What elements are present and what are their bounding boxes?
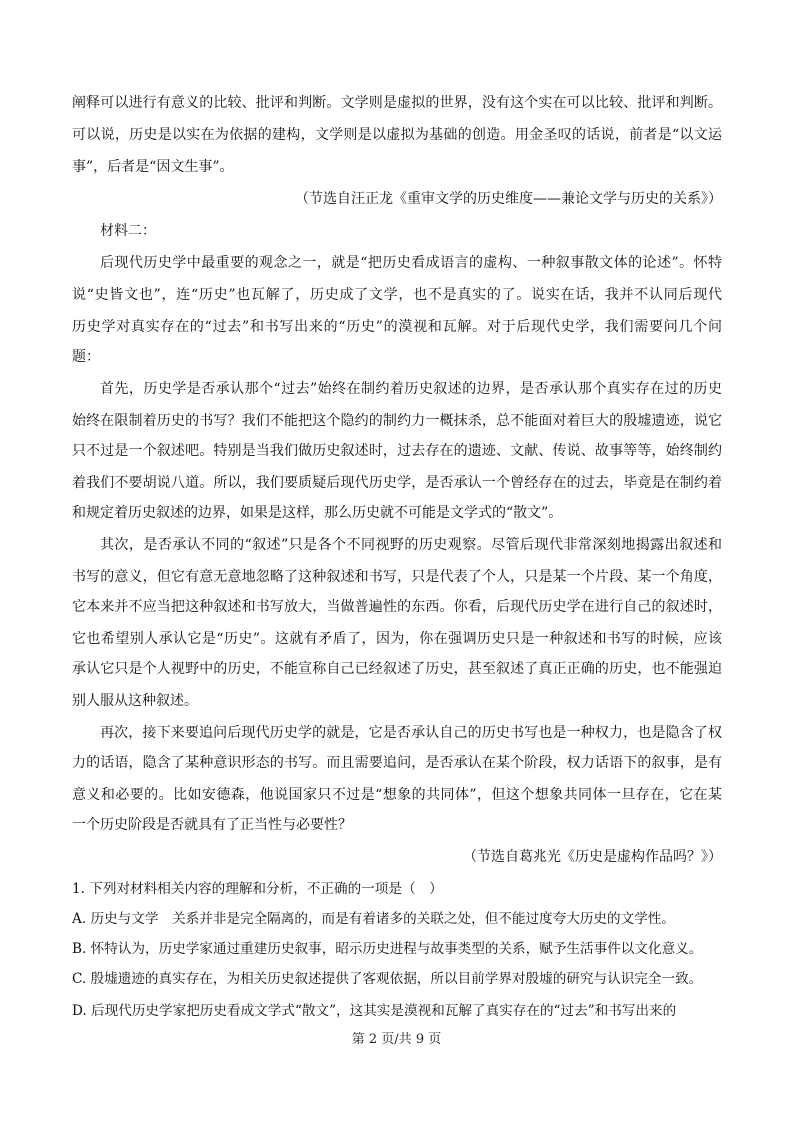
text-line: 它也希望别人承认它是“历史”。这就有矛盾了，因为，你在强调历史只是一种叙述和书写的时候，应该 (72, 631, 722, 647)
option-a: A. 历史与文学 关系并非是完全隔离的，而是有着诸多的关联之处，但不能过度夸大历史的文学性。 (72, 911, 675, 927)
text-line: 着我们不要胡说八道。所以，我们要质疑后现代历史学，是否承认一个曾经存在的过去，毕竟是在制约着 (72, 475, 722, 491)
text-line: 首先，历史学是否承认那个“过去”始终在制约着历史叙述的边界，是否承认那个真实存在过的历史 (100, 381, 722, 397)
text-line: 别人服从这种叙述。 (72, 693, 198, 709)
text-line: 可以说，历史是以实在为依据的建构，文学则是以虚拟为基础的创造。用金圣叹的话说，前者是“以文运 (72, 127, 722, 143)
text-line: 后现代历史学中最重要的观念之一，就是“把历史看成语言的虚构、一种叙事散文体的论述”。怀特 (100, 255, 722, 271)
text-line: 只不过是一个叙述吧。特别是当我们做历史叙述时，过去存在的遗迹、文献、传说、故事等等，始终制约 (72, 443, 722, 459)
option-c: C. 殷墟遗迹的真实存在，为相关历史叙述提供了客观依据，所以目前学界对殷墟的研究与认识完全一致。 (72, 971, 703, 987)
text-line: 力的话语，隐含了某种意识形态的书写。而且需要追问，是否承认在某个阶段，权力话语下的叙事，是有 (72, 755, 722, 771)
text-line: 说“史皆文也”，连“历史”也瓦解了，历史成了文学，也不是真实的了。说实在话，我并不认同后现代 (72, 287, 722, 303)
option-d: D. 后现代历史学家把历史看成文学式“散文”，这其实是漠视和瓦解了真实存在的“过去”和书写出来的 (72, 1003, 677, 1019)
text-line: 承认它只是个人视野中的历史，不能宣称自己已经叙述了历史，甚至叙述了真正正确的历史，也不能强迫 (72, 661, 722, 677)
text-line: 和规定着历史叙述的边界，如果是这样，那么历史就不可能是文学式的“散文”。 (72, 505, 563, 521)
text-line: 意义和必要的。比如安德森，他说国家只不过是“想象的共同体”，但这个想象共同体一旦存在，它在某 (72, 787, 722, 803)
text-line: 始终在限制着历史的书写？我们不能把这个隐约的制约力一概抹杀，总不能面对着巨大的殷墟遗迹，说它 (72, 413, 722, 429)
text-line: 它本来并不应当把这种叙述和书写放大，当做普遍性的东西。你看，后现代历史学在进行自己的叙述时， (72, 599, 722, 615)
source-citation: （节选自葛兆光《历史是虚构作品吗？》） (463, 849, 722, 865)
text-line: 一个历史阶段是否就具有了正当性与必要性？ (72, 817, 352, 833)
question-stem: 1. 下列对材料相关内容的理解和分析，不正确的一项是（ ） (72, 881, 443, 897)
material-label: 材料二： (100, 223, 156, 239)
option-b: B. 怀特认为，历史学家通过重建历史叙事，昭示历史进程与故事类型的关系，赋予生活事件以文化意义。 (72, 941, 703, 957)
text-line: 题： (72, 349, 100, 365)
text-line: 书写的意义，但它有意无意地忽略了这种叙述和书写，只是代表了个人，只是某一个片段、某一个角度， (72, 569, 722, 585)
text-line: 阐释可以进行有意义的比较、批评和判断。文学则是虚拟的世界，没有这个实在可以比较、批评和判断。 (72, 95, 722, 111)
text-line: 事”，后者是“因文生事”。 (72, 159, 234, 175)
page-number: 第 2 页/共 9 页 (351, 1032, 442, 1047)
source-citation: （节选自汪正龙《重审文学的历史维度——兼论文学与历史的关系》） (295, 191, 722, 207)
text-line: 历史学对真实存在的“过去”和书写出来的“历史”的漠视和瓦解。对于后现代史学，我们需要问几个问 (72, 319, 722, 335)
text-line: 再次，接下来要追问后现代历史学的就是，它是否承认自己的历史书写也是一种权力，也是隐含了权 (100, 725, 722, 741)
text-line: 其次，是否承认不同的“叙述”只是各个不同视野的历史观察。尽管后现代非常深刻地揭露出叙述和 (100, 537, 722, 553)
